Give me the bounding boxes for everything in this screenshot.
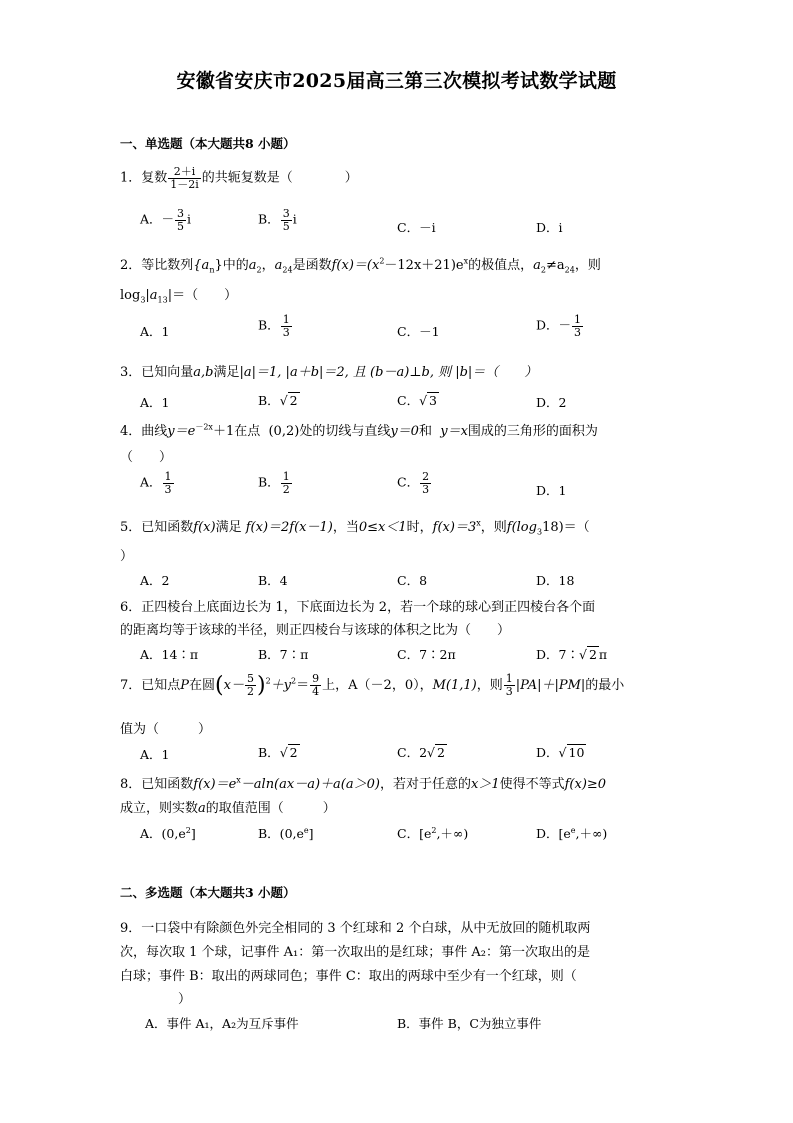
question-9-line-1: 9．一口袋中有除颜色外完全相同的 3 个红球和 2 个白球，从中无放回的随机取两 [120,921,591,936]
q8-sup: x [236,775,241,785]
q1-option-a[interactable] [140,208,191,232]
q3-option-d[interactable]: D．2 [536,395,567,410]
option-label: D．－ [536,317,572,333]
q4-line: y＝0 [390,424,419,439]
denominator: 3 [505,685,513,698]
q8-text: 成立，则实数 [120,801,199,816]
q5-expression: 18)＝（ [542,520,590,535]
radicand: 2 [588,647,597,662]
radicand: 2 [289,745,298,760]
q6-option-c[interactable]: C．7∶2π [397,647,456,662]
q4-text: 处的切线与直线 [299,424,391,439]
q4-text: ＋1在点 [212,424,261,439]
option-label: D．[e [536,826,571,841]
denominator: 3 [574,325,582,339]
q8-condition: x＞1 [470,777,500,792]
q2-log: log [120,288,141,303]
q2-sub: 2 [540,265,546,275]
question-6-line-1: 6．正四棱台上底面边长为 1，下底面边长为 2，若一个球的球心到正四棱台各个面 [120,600,596,615]
q5-sub: 3 [536,527,543,537]
q6-option-d[interactable]: D．7∶√ 2 π [536,647,608,662]
question-5-line-1 [120,516,590,537]
bracket: ,＋∞) [575,826,608,841]
option-fraction [175,208,186,232]
q2-function: －12x＋21)e [384,258,464,273]
option-label: D．7∶ [536,647,579,662]
option-label: B． [258,474,280,490]
q5-option-c[interactable]: C．8 [397,573,428,588]
q8-option-b[interactable] [258,824,314,842]
question-9-line-4: ） [178,992,192,1007]
q8-option-d[interactable] [536,824,607,842]
q7-point-m: M(1,1) [432,678,477,693]
denominator: 2 [282,482,290,496]
q2-option-c[interactable]: C．－1 [397,324,440,339]
q5-text: ，当 [332,520,359,535]
q2-sub: 24 [564,265,575,275]
q5-text: 满足 [215,520,242,535]
option-fraction [420,471,431,495]
numerator: 1 [164,470,172,483]
q7-point-a: A（－2，0） [348,678,420,693]
section-heading-multiple-choice: 二、多选题（本大题共3 小题） [120,885,296,900]
q1-stem-start: 1．复数 [120,170,168,186]
q1-fraction [168,166,201,190]
q5-equation: f(x)＝2f(x－1) [245,520,333,535]
question-6-line-2: 的距离均等于该球的半径，则正四棱台与该球的体积之比为（ ） [120,623,511,638]
q4-option-b[interactable] [258,471,293,495]
denominator: 3 [422,482,430,496]
q3-conditions: |a|＝1, |a＋b|＝2, 且 (b－a)⊥b, 则 |b|＝（ ） [239,365,538,380]
q7-equals: ＝ [296,678,310,693]
option-fraction [163,471,174,495]
q1-denominator: 1－2i [170,177,199,191]
q2-term: a [533,258,541,273]
q4-text: 4．曲线 [120,424,168,439]
q3-text: 满足 [213,365,240,380]
bracket: ] [308,826,314,841]
q2-sub: 24 [282,265,293,275]
option-label: B．(0,e [258,826,304,841]
q5-option-d[interactable]: D．18 [536,573,575,588]
q7-fraction [245,673,256,697]
q7-text: 7．已知点 [120,678,181,693]
q2-sub: n [209,265,215,275]
q7-expression: |PA|＋|PM| [515,678,586,693]
question-3 [120,361,537,380]
option-label: B． [258,393,280,408]
option-label: C．[e [397,826,432,841]
denominator: 5 [282,219,290,233]
q5-text: ，则 [480,520,507,535]
q2-text: ， [261,258,275,273]
sup: e [303,825,309,835]
option-label: D． [536,745,559,760]
q8-variable: a [198,801,206,816]
q2-text: |＝（ ） [167,288,238,303]
q2-text: 中的 [222,258,249,273]
q8-option-c[interactable] [397,824,468,842]
q1-option-c[interactable]: C．－i [397,220,436,235]
q4-curve: y＝e [167,424,196,439]
sup: 2 [185,825,191,835]
q2-text: 的极值点， [468,258,534,273]
section-heading-single-choice: 一、单选题（本大题共8 小题） [120,136,296,151]
question-2-line-1 [120,254,601,275]
bracket: ,＋∞) [436,826,469,841]
q3-text: 3．已知向量 [120,365,194,380]
q3-option-a[interactable]: A．1 [140,395,170,410]
q6-option-a[interactable]: A．14∶π [140,647,199,662]
q5-expression: f(log [506,520,537,535]
question-8-line-1 [120,773,606,792]
q3-option-c[interactable]: C．√ 3 [397,393,437,408]
question-7-line-1: 7．已知点P在圆(x－ $\frac{5}{2}$ )$^2+y^2=$ $\frac{9}{4}$ 上，A（－2，0），M(1,1)，则 $\frac{1}{3}$ |PA|＋|PM|的最小 [120,672,625,698]
sup: 2 [431,825,437,835]
denominator: 4 [312,685,320,698]
q7-option-d[interactable]: D．√ 10 [536,745,585,760]
q4-option-d[interactable]: D．1 [536,483,567,498]
q2-sub: 2 [256,265,262,275]
question-5-line-2: ） [120,549,134,564]
q1-option-d[interactable]: D．i [536,220,563,235]
q2-abs: |a [145,288,158,303]
sup: e [570,825,576,835]
q2-sub: 3 [140,295,146,305]
q5-function: f(x) [193,520,216,535]
q7-point: P [180,678,190,693]
question-9-line-3: 白球；事件 B：取出的两球同色；事件 C：取出的两球中至少有一个红球，则（ [120,969,577,984]
question-7-line-2: 值为（ ） [120,722,212,737]
denominator: 2 [246,685,254,698]
q9-option-a[interactable]: A．事件 A₁，A₂为互斥事件 [145,1016,299,1031]
numerator: 1 [282,470,290,483]
denominator: 3 [164,482,172,496]
q5-text: 5．已知函数 [120,520,194,535]
bracket: ] [190,826,196,841]
numerator: 9 [312,672,320,686]
option-label: B． [258,317,280,333]
numerator: 1 [574,313,582,326]
q5-equation: f(x)＝3 [432,520,477,535]
q7-text: 上， [322,678,349,693]
q2-sub: 13 [157,295,168,305]
q2-text: 是函数 [292,258,332,273]
option-label: A． [140,474,162,490]
q2-term: ≠a [545,258,565,273]
q4-text: 围成的三角形的面积为 [467,424,598,439]
option-fraction [281,314,292,338]
q8-text: 的取值范围（ ） [205,801,336,816]
numerator: 1 [282,313,290,326]
radicand: 2 [437,745,445,760]
option-label: B． [258,745,280,760]
q4-sup: －2x [195,422,213,432]
q2-term: a [248,258,257,273]
option-label: A．(0,e [140,826,186,841]
q7-option-a[interactable]: A．1 [140,747,170,762]
question-8-line-2 [120,797,336,816]
q2-text: 2．等比数列 [120,258,194,273]
numerator: 3 [282,207,290,220]
q7-text: 在圆 [189,678,216,693]
q7-circle: ＋y [270,678,292,693]
q7-circle: x－ [223,678,244,693]
option-fraction [281,208,292,232]
q5-option-b[interactable]: B．4 [258,573,288,588]
q7-text: ，则 [476,678,503,693]
page-title: 安徽省安庆市2025届高三第三次模拟考试数学试题 [176,70,617,92]
q5-range: 0≤x＜1 [358,520,407,535]
q7-text: ， [419,678,433,693]
radicand: 10 [568,745,585,760]
q2-option-b[interactable] [258,314,293,338]
q2-term: a [274,258,283,273]
q4-line: y＝x [440,424,468,439]
radicand: 2 [289,393,298,408]
q2-sequence: {a [193,258,210,273]
question-2-line-2 [120,284,237,305]
q2-option-a[interactable]: A．1 [140,324,170,339]
q1-numerator: 2＋i [168,166,201,179]
q4-text: 和 [418,424,432,439]
q2-function: f(x)＝(x [331,258,380,273]
q2-option-d[interactable] [536,314,584,338]
q8-text: 8．已知函数 [120,777,194,792]
imaginary-unit: i [187,211,192,227]
numerator: 5 [246,672,254,686]
denominator: 5 [177,219,185,233]
question-9-line-2: 次，每次取 1 个球，记事件 A₁：第一次取出的是红球；事件 A₂：第一次取出的是 [120,945,590,960]
option-label: C． [397,474,420,490]
q4-point: (0,2) [268,424,300,439]
imaginary-unit: i [292,211,297,227]
q1-option-b[interactable] [258,208,297,232]
option-label: B． [258,211,280,227]
question-4-line-2: （ ） [120,450,173,465]
q4-option-a[interactable] [140,471,175,495]
q5-text: 时， [406,520,433,535]
q8-text: 使得不等式 [499,777,565,792]
denominator: 3 [282,325,290,339]
q7-sup: 2 [265,676,271,686]
q4-option-c[interactable] [397,471,432,495]
numerator: 2 [422,470,430,483]
q2-brace: } [214,258,223,273]
option-fraction [572,314,583,338]
q7-option-b[interactable]: B．√ 2 [258,745,298,760]
q2-text: ，则 [574,258,601,273]
q2-sup: x [463,256,469,266]
q7-text: 的最小 [585,678,625,693]
q3-vectors: a,b [193,365,214,380]
q1-stem-end: 的共轭复数是（ ） [201,170,358,186]
question-4-line-1 [120,420,598,439]
option-fraction [281,471,292,495]
q3-option-b[interactable]: B．√ 2 [258,393,298,408]
numerator: 1 [505,672,513,686]
q5-sup: x [476,518,481,528]
option-label: C．2 [397,745,428,760]
q8-option-a[interactable] [140,824,196,842]
numerator: 3 [177,207,185,220]
q9-option-b[interactable]: B．事件 B，C为独立事件 [397,1016,542,1031]
pi: π [598,647,608,662]
q7-sup: 2 [291,676,297,686]
question-1 [120,166,358,190]
q6-option-b[interactable]: B．7∶π [258,647,309,662]
q8-text: ，若对于任意的 [379,777,471,792]
q5-option-a[interactable]: A．2 [140,573,170,588]
option-label: C． [397,393,420,408]
q7-option-c[interactable]: C．2√ 2 [397,745,445,760]
option-label: A．－ [140,211,175,227]
q8-inequality: f(x)≥0 [564,777,607,792]
q7-fraction [310,673,321,697]
q2-sup: 2 [379,256,385,266]
radicand: 3 [429,393,437,408]
q8-function: －aln(ax－a)＋a(a＞0) [240,777,380,792]
q8-function: f(x)＝e [193,777,237,792]
q7-fraction [504,673,515,697]
